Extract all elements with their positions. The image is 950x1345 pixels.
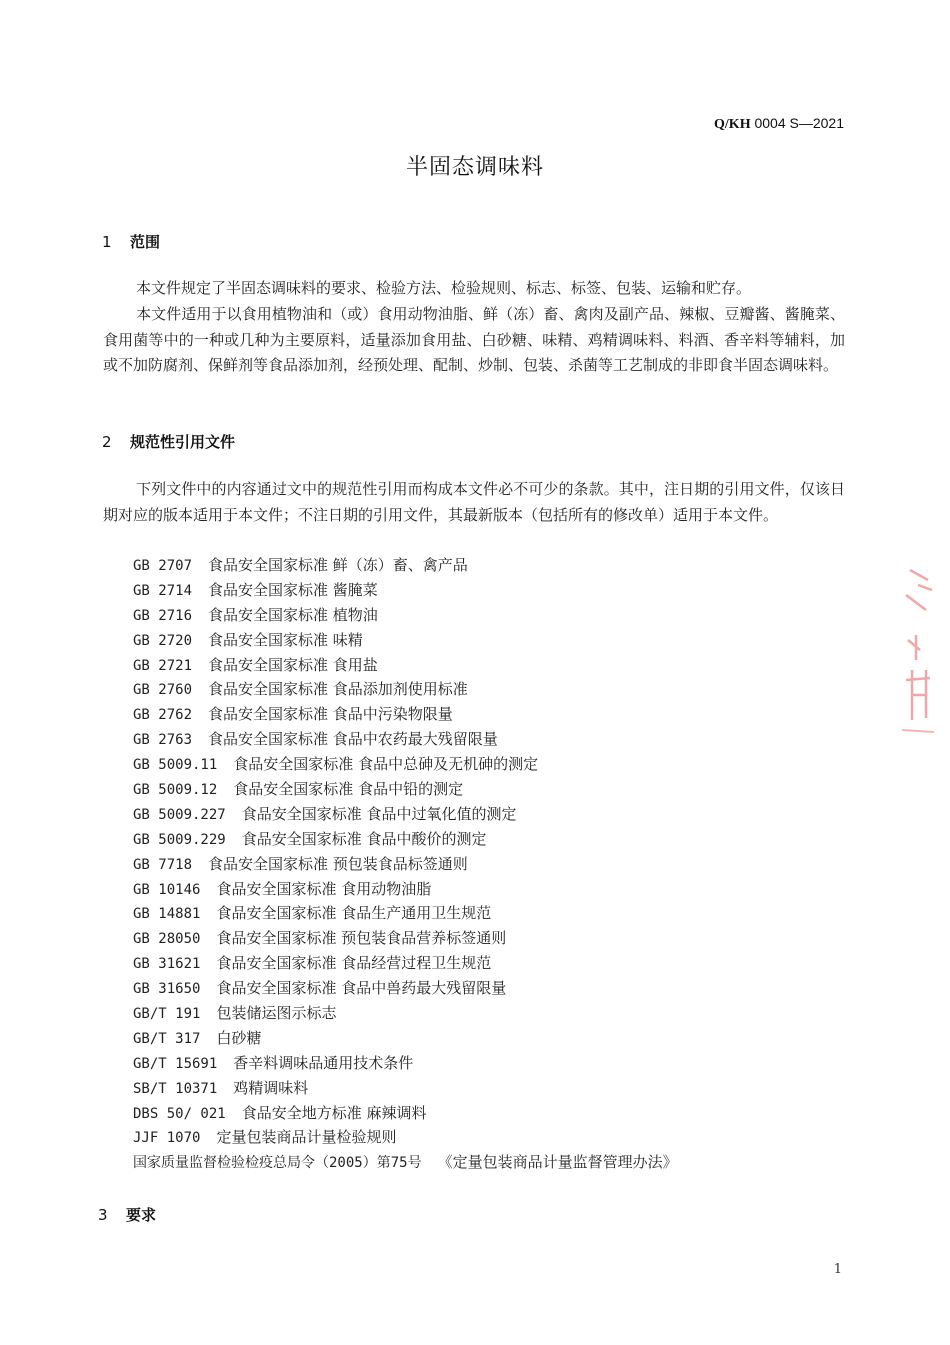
reference-title: 食品安全国家标准 食品生产通用卫生规范 — [216, 904, 492, 923]
reference-title: 定量包装商品计量检验规则 — [216, 1128, 397, 1147]
reference-code: GB 2762 — [133, 707, 193, 724]
section-1-heading — [102, 231, 160, 252]
reference-code: SB/T 10371 — [133, 1080, 218, 1097]
seal-icon — [898, 550, 938, 740]
reference-code: GB 2721 — [133, 657, 193, 674]
reference-code: GB 28050 — [133, 931, 201, 948]
reference-title: 食品安全国家标准 食品经营过程卫生规范 — [216, 954, 492, 973]
reference-item — [133, 777, 678, 802]
document-title: 半固态调味料 — [405, 155, 544, 180]
reference-item — [133, 1026, 678, 1051]
reference-item — [133, 727, 678, 752]
reference-title: 食品安全国家标准 预包装食品营养标签通则 — [216, 929, 507, 948]
section-2-paragraph-1 — [103, 477, 845, 528]
reference-title: 食品安全国家标准 食品中过氧化值的测定 — [241, 804, 517, 823]
reference-title: 食品安全国家标准 酱腌菜 — [208, 580, 378, 599]
reference-title: 食品安全国家标准 食用动物油脂 — [216, 879, 432, 898]
reference-item — [133, 653, 678, 678]
section-title: 要求 — [126, 1206, 157, 1224]
reference-code: GB 14881 — [133, 906, 201, 923]
reference-code: GB 5009.12 — [133, 782, 218, 799]
reference-code: GB/T 191 — [133, 1006, 201, 1023]
reference-item — [133, 1076, 678, 1101]
section-title: 规范性引用文件 — [130, 433, 236, 451]
reference-title: 食品安全国家标准 预包装食品标签通则 — [208, 854, 468, 873]
reference-title: 食品安全国家标准 食品中铅的测定 — [233, 780, 464, 799]
reference-title: 食品安全地方标准 麻辣调料 — [241, 1103, 427, 1122]
reference-item — [133, 802, 678, 827]
standard-number: 0004 S—2021 — [750, 115, 844, 131]
section-3-heading — [98, 1204, 156, 1225]
standard-code — [714, 115, 844, 133]
reference-item — [133, 603, 678, 628]
reference-code: GB/T 317 — [133, 1030, 201, 1047]
reference-code: GB 31650 — [133, 981, 201, 998]
section-number: 3 — [98, 1206, 108, 1224]
seal-stamp-fragment — [898, 550, 938, 740]
reference-code: JJF 1070 — [133, 1130, 201, 1147]
reference-code: GB 5009.227 — [133, 806, 226, 823]
section-number: 1 — [102, 233, 112, 251]
reference-item — [133, 1125, 678, 1150]
reference-code: GB 10146 — [133, 881, 201, 898]
section-title: 范围 — [130, 233, 161, 251]
reference-title: 食品安全国家标准 食品中酸价的测定 — [241, 829, 487, 848]
section-2-heading — [102, 431, 235, 452]
reference-title: 食品安全国家标准 食品中污染物限量 — [208, 705, 453, 724]
reference-code: GB/T 15691 — [133, 1055, 218, 1072]
reference-item — [133, 1150, 678, 1175]
reference-item — [133, 1101, 678, 1126]
reference-title: 食品安全国家标准 食品添加剂使用标准 — [208, 680, 468, 699]
reference-item — [133, 677, 678, 702]
reference-code: GB 2707 — [133, 558, 193, 574]
reference-code: GB 7718 — [133, 856, 193, 873]
reference-code: GB 2714 — [133, 582, 193, 599]
reference-title: 食品安全国家标准 味精 — [208, 630, 363, 649]
reference-title: 食品安全国家标准 食用盐 — [208, 655, 378, 674]
reference-title: 食品安全国家标准 食品中总砷及无机砷的测定 — [233, 755, 539, 774]
reference-code: GB 2716 — [133, 607, 193, 624]
reference-item — [133, 553, 678, 578]
paragraph-text: 本文件规定了半固态调味料的要求、检验方法、检验规则、标志、标签、包装、运输和贮存。 — [136, 279, 752, 297]
reference-item — [133, 1051, 678, 1076]
reference-item — [133, 976, 678, 1001]
standard-prefix: Q/KH — [714, 117, 751, 132]
reference-title: 包装储运图示标志 — [216, 1004, 337, 1023]
reference-item — [133, 827, 678, 852]
reference-title: 食品安全国家标准 食品中兽药最大残留限量 — [216, 979, 507, 998]
reference-title: 白砂糖 — [216, 1028, 262, 1047]
reference-title: 食品安全国家标准 食品中农药最大残留限量 — [208, 730, 498, 749]
reference-code: GB 31621 — [133, 956, 201, 973]
reference-title: 鸡精调味料 — [233, 1078, 309, 1097]
page-number: 1 — [833, 1262, 842, 1277]
reference-item — [133, 578, 678, 603]
reference-item — [133, 752, 678, 777]
reference-item — [133, 926, 678, 951]
normative-references-list — [133, 553, 678, 1175]
paragraph-text: 下列文件中的内容通过文中的规范性引用而构成本文件必不可少的条款。其中，注日期的引用文件，仅该日期对应的版本适用于本文件；不注日期的引用文件，其最新版本（包括所有的修改单）适用于本文件。 — [103, 480, 845, 524]
reference-code: GB 5009.11 — [133, 757, 218, 774]
paragraph-text: 本文件适用于以食用植物油和（或）食用动物油脂、鲜（冻）畜、禽肉及副产品、辣椒、豆瓣酱、酱腌菜、食用菌等中的一种或几种为主要原料，适量添加食用盐、白砂糖、味精、鸡精调味料、料酒、香辛料等辅料，加或不加防腐剂、保鲜剂等食品添加剂，经预处理、配制、炒制、包装、杀菌等工艺制成的非即食半固态调味料。 — [103, 305, 845, 374]
reference-item — [133, 951, 678, 976]
section-1-paragraph-1 — [103, 276, 845, 302]
reference-title: 食品安全国家标准 植物油 — [208, 605, 378, 624]
reference-title: 香辛料调味品通用技术条件 — [233, 1053, 414, 1072]
reference-item — [133, 901, 678, 926]
reference-title: 《定量包装商品计量监督管理办法》 — [437, 1153, 678, 1172]
reference-code: GB 5009.229 — [133, 831, 226, 848]
reference-item — [133, 628, 678, 653]
reference-code: DBS 50/ 021 — [133, 1105, 226, 1122]
reference-item — [133, 877, 678, 902]
reference-title: 食品安全国家标准 鲜（冻）畜、禽产品 — [208, 556, 468, 574]
reference-item — [133, 852, 678, 877]
reference-code: GB 2760 — [133, 682, 193, 699]
reference-item — [133, 1001, 678, 1026]
section-number: 2 — [102, 433, 112, 451]
reference-code: 国家质量监督检验检疫总局令（2005）第75号 — [133, 1155, 422, 1172]
reference-code: GB 2763 — [133, 732, 193, 749]
reference-code: GB 2720 — [133, 632, 193, 649]
reference-item — [133, 702, 678, 727]
section-1-paragraph-2 — [103, 302, 845, 379]
